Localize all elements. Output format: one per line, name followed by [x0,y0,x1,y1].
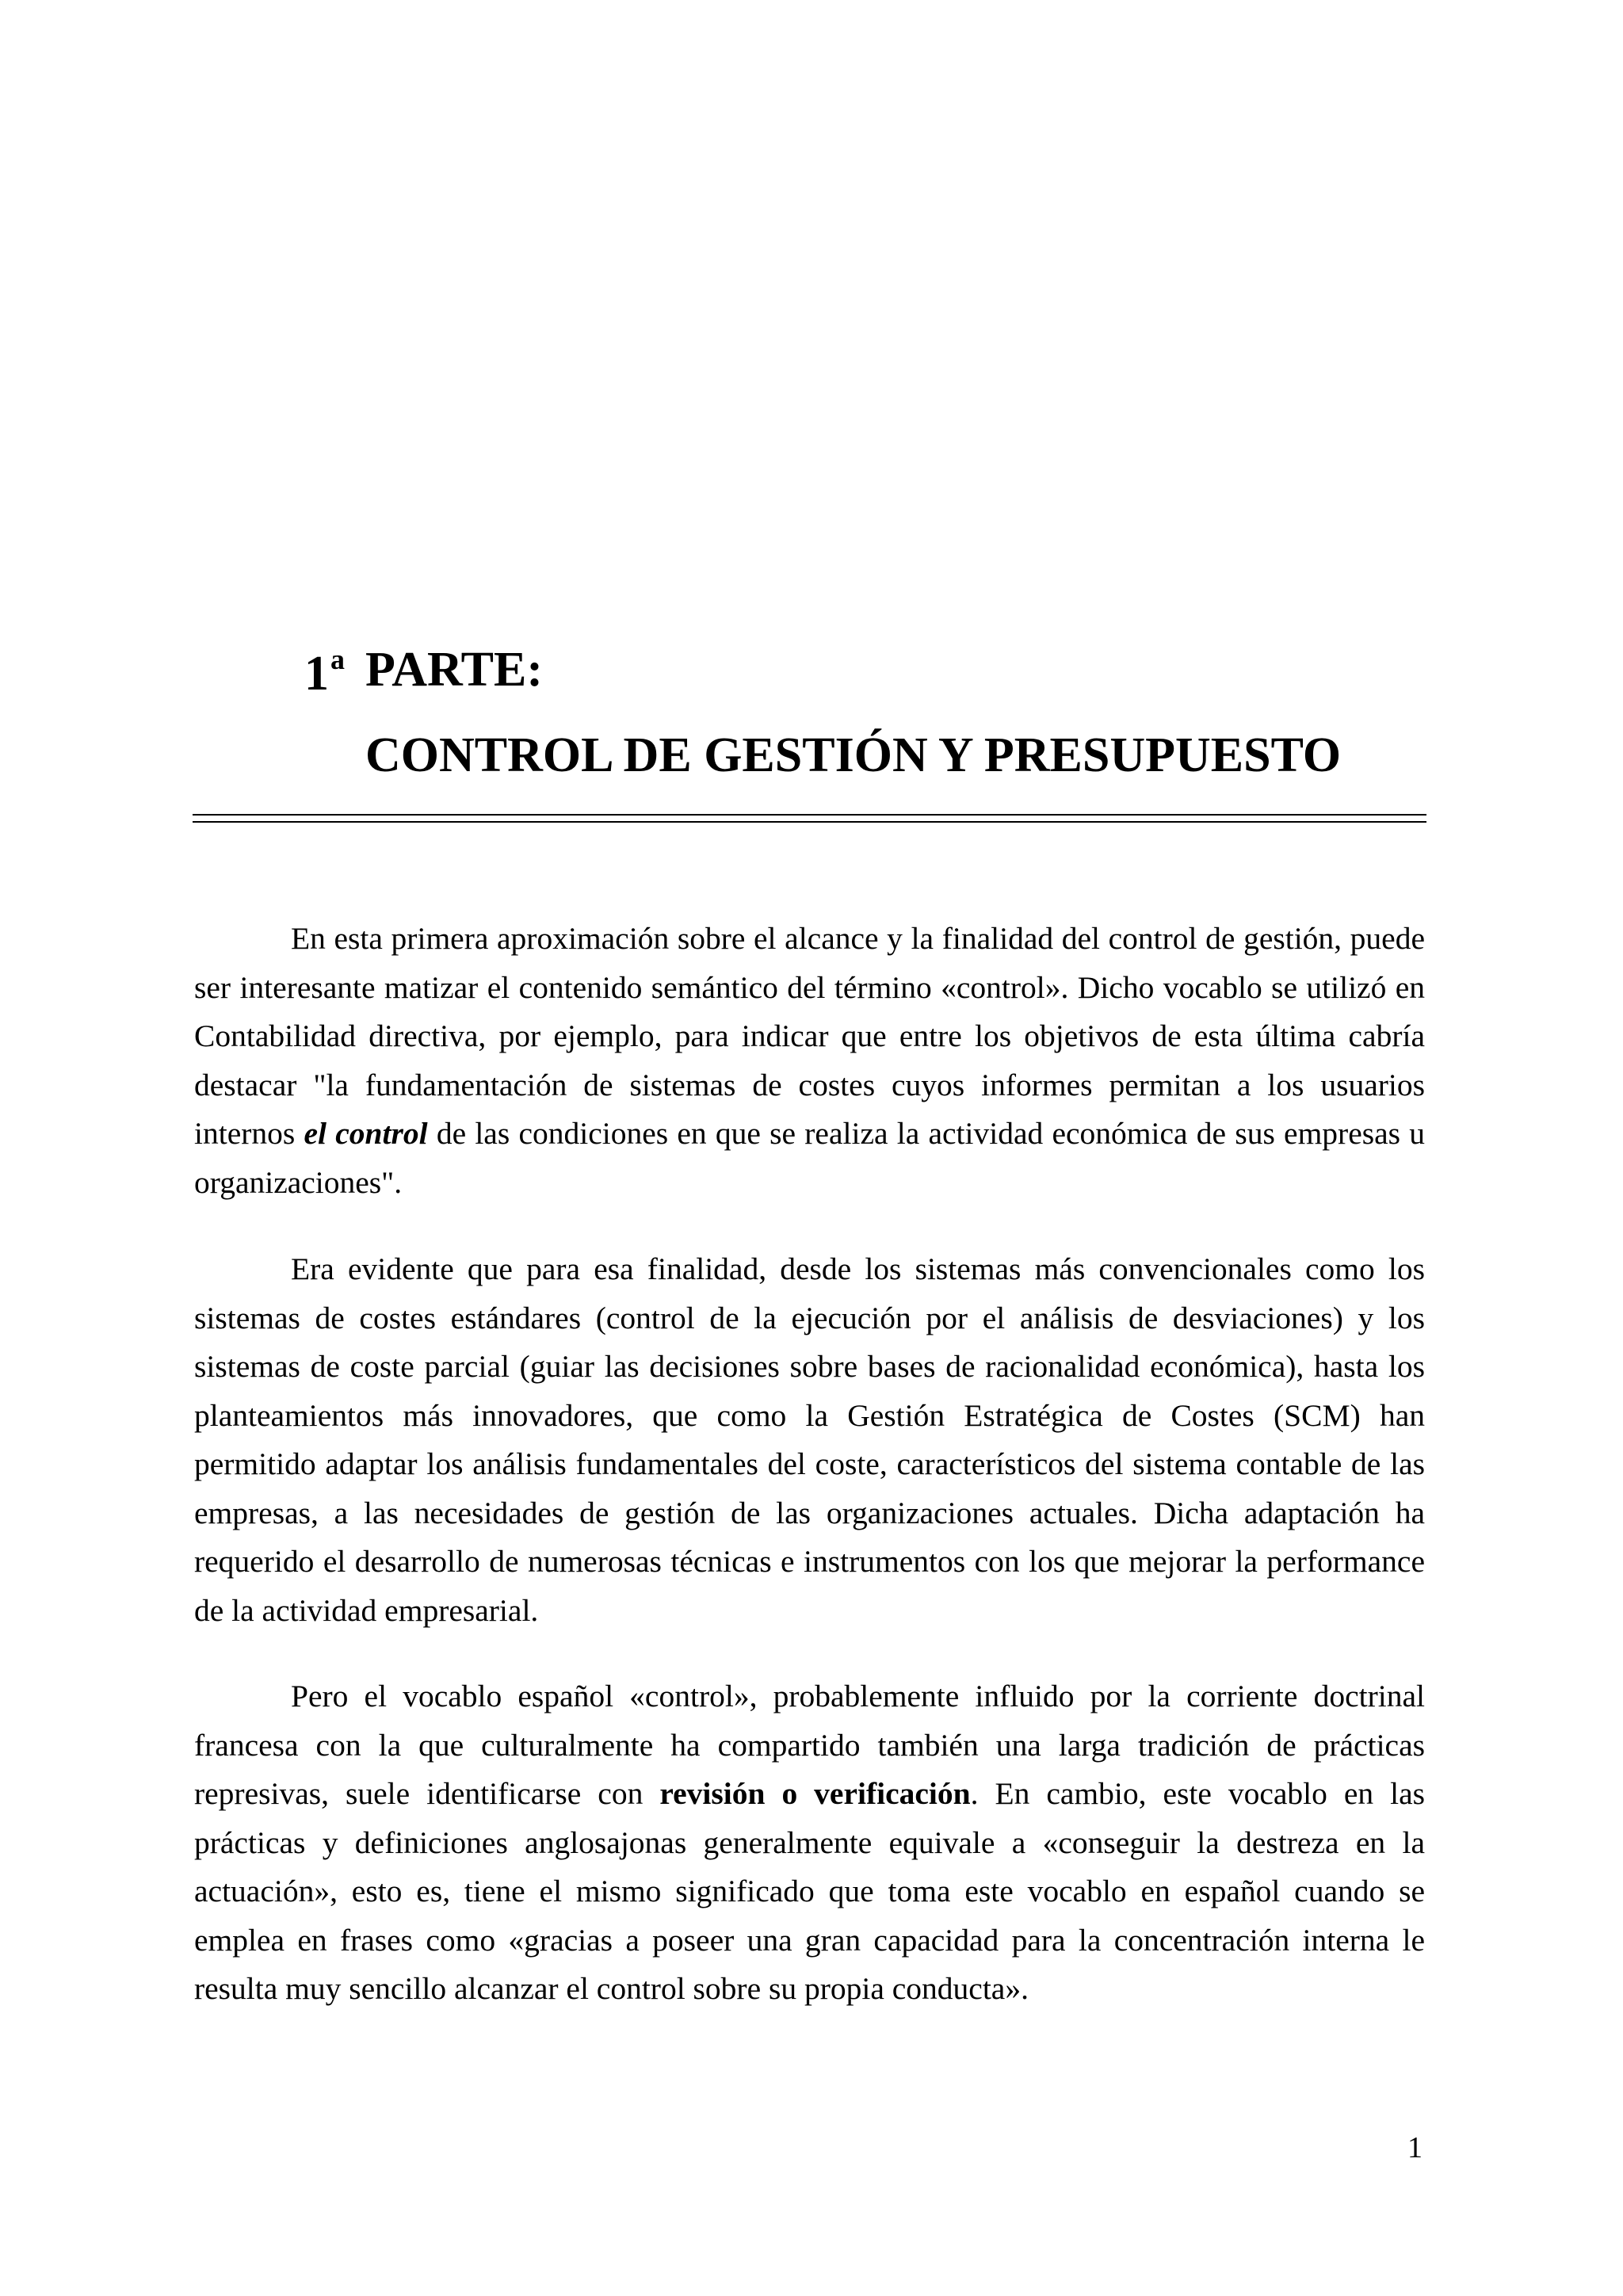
paragraph-1 [194,915,1425,1207]
paragraph-1-text-end: de las condiciones en que se realiza la actividad económica de sus empresas u organizaciones". [194,1116,1426,1200]
part-number [304,644,345,701]
page-number: 1 [1407,2131,1423,2164]
paragraph-1-emphasis: el control [304,1116,428,1151]
part-number-ordinal: a [330,644,345,675]
paragraph-3 [194,1672,1425,2014]
title-divider-top [193,814,1426,816]
paragraph-3-text-end: . En cambio, este vocablo en las prácticas y definiciones anglosajonas generalmente equivale a «conseguir la destreza en la actuación», esto es, tiene el mismo significado que toma este vocablo en español cuando se emplea en frases como «gracias a poseer una gran capacidad para la concentración interna le resulta muy sencillo alcanzar el control sobre su propia conducta». [194,1776,1425,2006]
paragraph-2 [194,1245,1425,1635]
paragraph-3-text-start: Pero el vocablo español «control», probablemente influido por la corriente doctrinal francesa con la que culturalmente ha compartido también una larga tradición de prácticas represivas, suele identificarse con [194,1679,1425,1811]
part-label: PARTE: [365,643,543,697]
paragraph-3-bold: revisión o verificación [659,1776,971,1811]
paragraph-1-text-start: En esta primera aproximación sobre el alcance y la finalidad del control de gestión, puede ser interesante matizar el contenido semántico del término «control». Dicho vocablo se utilizó en Contabilidad directiva, por ejemplo, para indicar que entre los objetivos de esta última cabría destacar "la fundamentación de sistemas de costes cuyos informes permitan a los usuarios internos [194,921,1425,1151]
part-title: CONTROL DE GESTIÓN Y PRESUPUESTO [365,728,1342,782]
part-number-digit: 1 [304,647,329,701]
paragraph-2-text: Era evidente que para esa finalidad, desde los sistemas más convencionales como los sistemas de costes estándares (control de la ejecución por el análisis de desviaciones) y los sistemas de coste parcial (guiar las decisiones sobre bases de racionalidad económica), hasta los planteamientos más innovadores, que como la Gestión Estratégica de Costes (SCM) han permitido adaptar los análisis fundamentales del coste, característicos del sistema contable de las empresas, a las necesidades de gestión de las organizaciones actuales. Dicha adaptación ha requerido el desarrollo de numerosas técnicas e instrumentos con los que mejorar la performance de la actividad empresarial. [194,1251,1425,1628]
title-divider-bottom [193,821,1426,823]
